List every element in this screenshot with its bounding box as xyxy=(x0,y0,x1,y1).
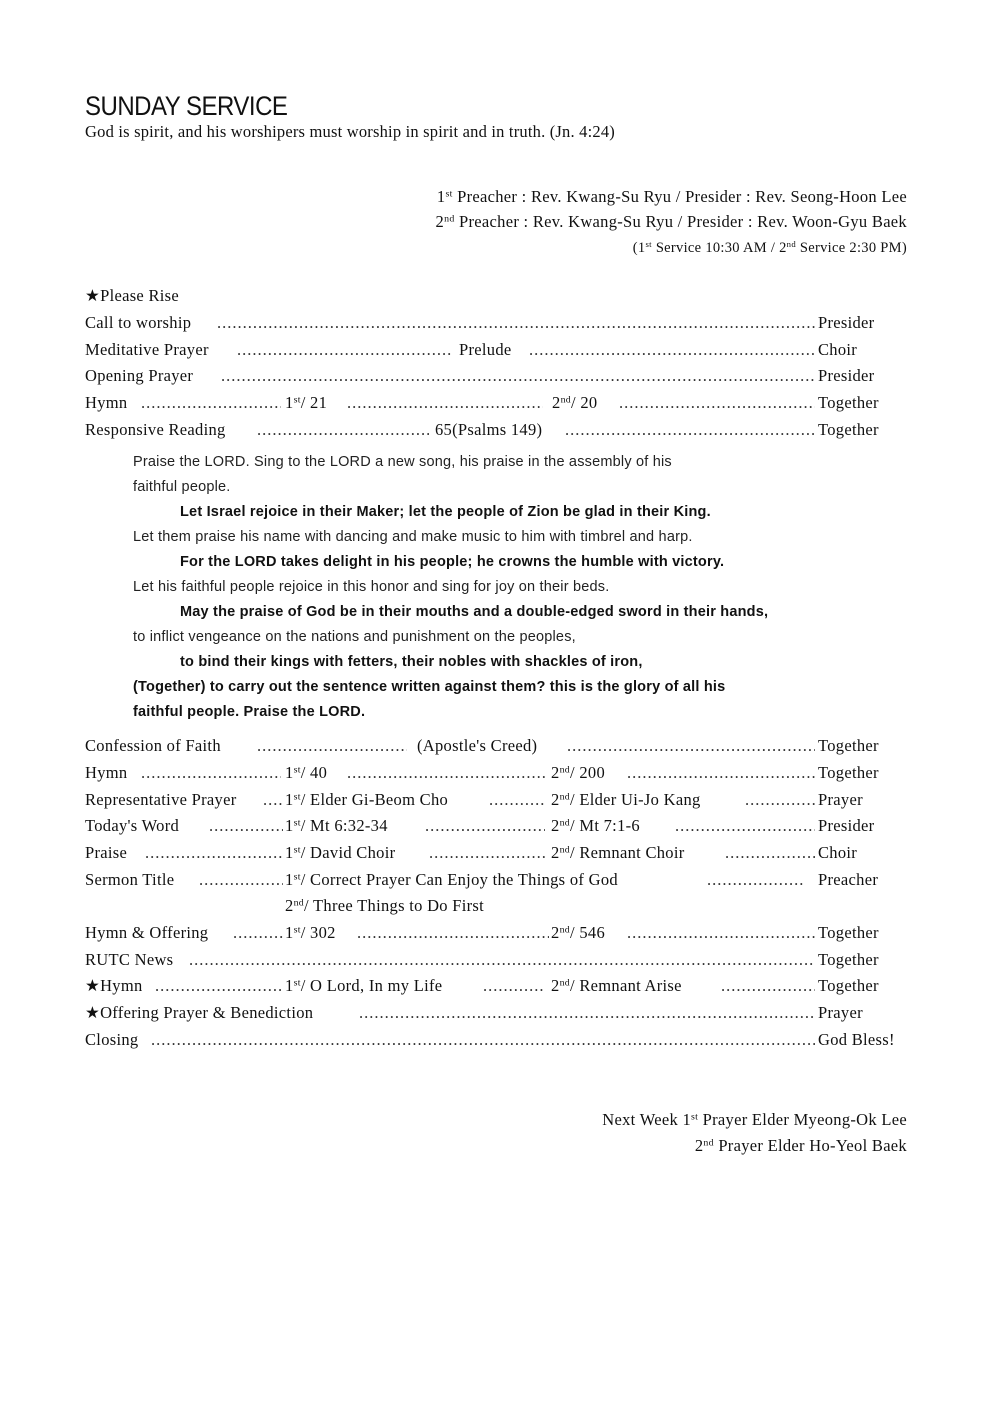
dot-leader xyxy=(347,393,543,413)
row-closing xyxy=(85,1030,907,1052)
dot-leader xyxy=(745,790,815,810)
ordinal-suffix: nd xyxy=(559,924,571,936)
first-service-value: / O Lord, In my Life xyxy=(300,976,443,995)
row-hymn-offering xyxy=(85,923,907,945)
first-service-sermon: / Correct Prayer Can Enjoy the Things of God xyxy=(300,870,618,889)
ordinal: 1 xyxy=(285,393,294,412)
item-label: Meditative Prayer xyxy=(85,340,209,359)
ordinal: 2 xyxy=(551,790,560,809)
dot-leader xyxy=(529,340,815,360)
next-week-second-prayer xyxy=(695,1136,907,1156)
dot-leader xyxy=(145,843,283,863)
ordinal-suffix: nd xyxy=(559,977,571,989)
first-service-ministers xyxy=(437,187,907,207)
dot-leader xyxy=(565,420,815,440)
ordinal: 1 xyxy=(285,976,294,995)
ordinal: 2 xyxy=(435,212,445,231)
item-role: Prayer xyxy=(818,790,863,809)
row-offering-prayer-benediction xyxy=(85,1003,907,1025)
item-label: Praise xyxy=(85,843,128,862)
item-role: Together xyxy=(818,736,879,755)
reading-line-response: Let Israel rejoice in their Maker; let the people of Zion be glad in their King. xyxy=(180,504,711,520)
dot-leader xyxy=(567,736,815,756)
ordinal-suffix: st xyxy=(293,924,301,936)
item-role: Choir xyxy=(818,340,858,359)
dot-leader xyxy=(237,340,453,360)
first-service-value: / Elder Gi-Beom Cho xyxy=(300,790,449,809)
minister-text: Preacher : Rev. Kwang-Su Ryu / Presider : Rev. Woon-Gyu Baek xyxy=(454,212,907,231)
theme-verse: God is spirit, and his worshipers must worship in spirit and in truth. (Jn. 4:24) xyxy=(85,122,615,141)
item-role: Together xyxy=(818,763,879,782)
second-service-value: / Elder Ui-Jo Kang xyxy=(570,790,701,809)
ordinal: 1 xyxy=(285,870,294,889)
ordinal-suffix: nd xyxy=(559,764,571,776)
item-label: RUTC News xyxy=(85,950,174,969)
ordinal-suffix: st xyxy=(293,764,301,776)
row-rutc-news xyxy=(85,950,907,972)
item-label: Confession of Faith xyxy=(85,736,221,755)
row-hymn-1 xyxy=(85,393,907,415)
dot-leader xyxy=(429,843,545,863)
service-times xyxy=(633,240,907,257)
item-role: Preacher xyxy=(818,870,879,889)
dot-leader xyxy=(425,816,545,836)
dot-leader xyxy=(155,976,281,996)
second-service-ministers xyxy=(436,212,907,232)
times-text: Service 10:30 AM / 2 xyxy=(651,240,787,256)
second-service-value: / 546 xyxy=(570,923,606,942)
dot-leader xyxy=(221,366,815,386)
ordinal: 2 xyxy=(552,393,561,412)
item-label: Closing xyxy=(85,1030,139,1049)
item-detail: (Apostle's Creed) xyxy=(417,736,538,755)
row-todays-word xyxy=(85,816,907,838)
item-role: Presider xyxy=(818,313,875,332)
second-service-value: / Mt 7:1-6 xyxy=(570,816,640,835)
dot-leader xyxy=(721,976,815,996)
ordinal-suffix: nd xyxy=(560,394,572,406)
ordinal-suffix: st xyxy=(691,1111,699,1123)
item-label: ★Hymn xyxy=(85,976,143,995)
reading-line: Let them praise his name with dancing and make music to him with timbrel and harp. xyxy=(133,529,693,545)
dot-leader xyxy=(151,1030,815,1050)
minister-text: Preacher : Rev. Kwang-Su Ryu / Presider : Rev. Seong-Hoon Lee xyxy=(452,187,907,206)
item-role: Together xyxy=(818,950,879,969)
dot-leader xyxy=(189,950,815,970)
row-hymn-2 xyxy=(85,763,907,785)
item-role: Presider xyxy=(818,816,875,835)
ordinal-suffix: st xyxy=(293,394,301,406)
item-role: Prayer xyxy=(818,1003,863,1022)
reading-line-together: (Together) to carry out the sentence written against them? this is the glory of all his xyxy=(133,679,726,695)
item-label: Call to worship xyxy=(85,313,192,332)
item-label: Hymn xyxy=(85,763,128,782)
ordinal-suffix: nd xyxy=(786,239,796,250)
ordinal: 1 xyxy=(285,923,294,942)
row-praise xyxy=(85,843,907,865)
dot-leader xyxy=(627,923,815,943)
second-service-value: / 200 xyxy=(570,763,606,782)
second-service-value: / Remnant Choir xyxy=(570,843,685,862)
reading-line-response: to bind their kings with fetters, their nobles with shackles of iron, xyxy=(180,654,643,670)
dot-leader xyxy=(483,976,543,996)
ordinal-suffix: st xyxy=(445,188,453,200)
reading-line: to inflict vengeance on the nations and punishment on the peoples, xyxy=(133,629,576,645)
dot-leader xyxy=(209,816,283,836)
second-service-value: / 20 xyxy=(571,393,598,412)
dot-leader xyxy=(347,763,545,783)
item-role: Together xyxy=(818,393,879,412)
ordinal-suffix: st xyxy=(293,791,301,803)
ordinal-suffix: nd xyxy=(444,213,455,225)
dot-leader xyxy=(199,870,283,890)
ordinal: 2 xyxy=(551,976,560,995)
dot-leader xyxy=(627,763,815,783)
ordinal: 1 xyxy=(285,816,294,835)
ordinal: 2 xyxy=(551,816,560,835)
reading-line: faithful people. xyxy=(133,479,231,495)
dot-leader xyxy=(725,843,815,863)
reading-line-response: For the LORD takes delight in his people; he crowns the humble with victory. xyxy=(180,554,725,570)
times-text: (1 xyxy=(632,240,646,256)
next-week-text: Next Week 1 xyxy=(602,1110,692,1129)
dot-leader xyxy=(359,1003,815,1023)
reading-line-response: May the praise of God be in their mouths and a double-edged sword in their hands, xyxy=(180,604,769,620)
ordinal-suffix: nd xyxy=(559,791,571,803)
dot-leader xyxy=(257,420,429,440)
dot-leader xyxy=(619,393,815,413)
item-label: Representative Prayer xyxy=(85,790,237,809)
times-text: Service 2:30 PM) xyxy=(795,240,907,256)
first-service-value: / 302 xyxy=(300,923,336,942)
dot-leader xyxy=(141,393,281,413)
item-detail: 65(Psalms 149) xyxy=(435,420,543,439)
dot-leader xyxy=(675,816,815,836)
dot-leader xyxy=(217,313,815,333)
item-role: Presider xyxy=(818,366,875,385)
ordinal: 1 xyxy=(285,763,294,782)
row-hymn-3 xyxy=(85,976,907,998)
ordinal: 2 xyxy=(551,923,560,942)
item-label: Sermon Title xyxy=(85,870,175,889)
item-role: Together xyxy=(818,923,879,942)
item-role: Together xyxy=(818,420,879,439)
item-label: Responsive Reading xyxy=(85,420,226,439)
ordinal: 1 xyxy=(285,790,294,809)
reading-line: Praise the LORD. Sing to the LORD a new song, his praise in the assembly of his xyxy=(133,454,672,470)
first-service-value: / Mt 6:32-34 xyxy=(300,816,388,835)
next-week-text: Prayer Elder Ho-Yeol Baek xyxy=(713,1136,907,1155)
item-label: Hymn xyxy=(85,393,128,412)
row-call-to-worship xyxy=(85,313,907,335)
item-role: Choir xyxy=(818,843,858,862)
row-sermon-title xyxy=(85,870,907,892)
ordinal: 2 xyxy=(285,896,294,915)
ordinal-suffix: nd xyxy=(703,1137,714,1149)
dot-leader xyxy=(141,763,281,783)
ordinal: 2 xyxy=(551,843,560,862)
ordinal-suffix: st xyxy=(293,844,301,856)
row-representative-prayer xyxy=(85,790,907,812)
please-rise-label: ★Please Rise xyxy=(85,286,180,305)
item-role: Together xyxy=(818,976,879,995)
item-detail: Prelude xyxy=(459,340,512,359)
ordinal: 2 xyxy=(551,763,560,782)
ordinal: 1 xyxy=(285,843,294,862)
row-opening-prayer xyxy=(85,366,907,388)
row-confession-of-faith xyxy=(85,736,907,758)
dot-leader xyxy=(357,923,549,943)
ordinal-suffix: nd xyxy=(559,817,571,829)
ordinal-suffix: st xyxy=(293,871,301,883)
dot-leader xyxy=(707,870,803,890)
page-title: SUNDAY SERVICE xyxy=(85,92,288,122)
ordinal-suffix: st xyxy=(293,977,301,989)
ordinal: 1 xyxy=(436,187,446,206)
dot-leader xyxy=(233,923,283,943)
reading-line: Let his faithful people rejoice in this honor and sing for joy on their beds. xyxy=(133,579,610,595)
item-label: Hymn & Offering xyxy=(85,923,209,942)
ordinal-suffix: nd xyxy=(559,844,571,856)
next-week-text: Prayer Elder Myeong-Ok Lee xyxy=(698,1110,907,1129)
item-label: Opening Prayer xyxy=(85,366,194,385)
first-service-value: / 40 xyxy=(300,763,328,782)
item-label: Today's Word xyxy=(85,816,180,835)
ordinal-suffix: nd xyxy=(293,897,305,909)
item-label: ★Offering Prayer & Benediction xyxy=(85,1003,314,1022)
dot-leader xyxy=(263,790,283,810)
reading-line-together: faithful people. Praise the LORD. xyxy=(133,704,366,720)
second-service-value: / Remnant Arise xyxy=(570,976,682,995)
first-service-value: / 21 xyxy=(300,393,328,412)
please-rise-note xyxy=(85,286,907,308)
first-service-value: / David Choir xyxy=(300,843,396,862)
dot-leader xyxy=(257,736,407,756)
ordinal-suffix: st xyxy=(293,817,301,829)
row-responsive-reading xyxy=(85,420,907,442)
ordinal-suffix: st xyxy=(645,239,652,250)
next-week-first-prayer xyxy=(602,1110,907,1130)
ordinal: 2 xyxy=(694,1136,704,1155)
row-meditative-prayer xyxy=(85,340,907,362)
second-service-sermon: / Three Things to Do First xyxy=(304,896,485,915)
item-role: God Bless! xyxy=(818,1030,895,1049)
dot-leader xyxy=(489,790,545,810)
row-sermon-title-second xyxy=(85,896,907,918)
